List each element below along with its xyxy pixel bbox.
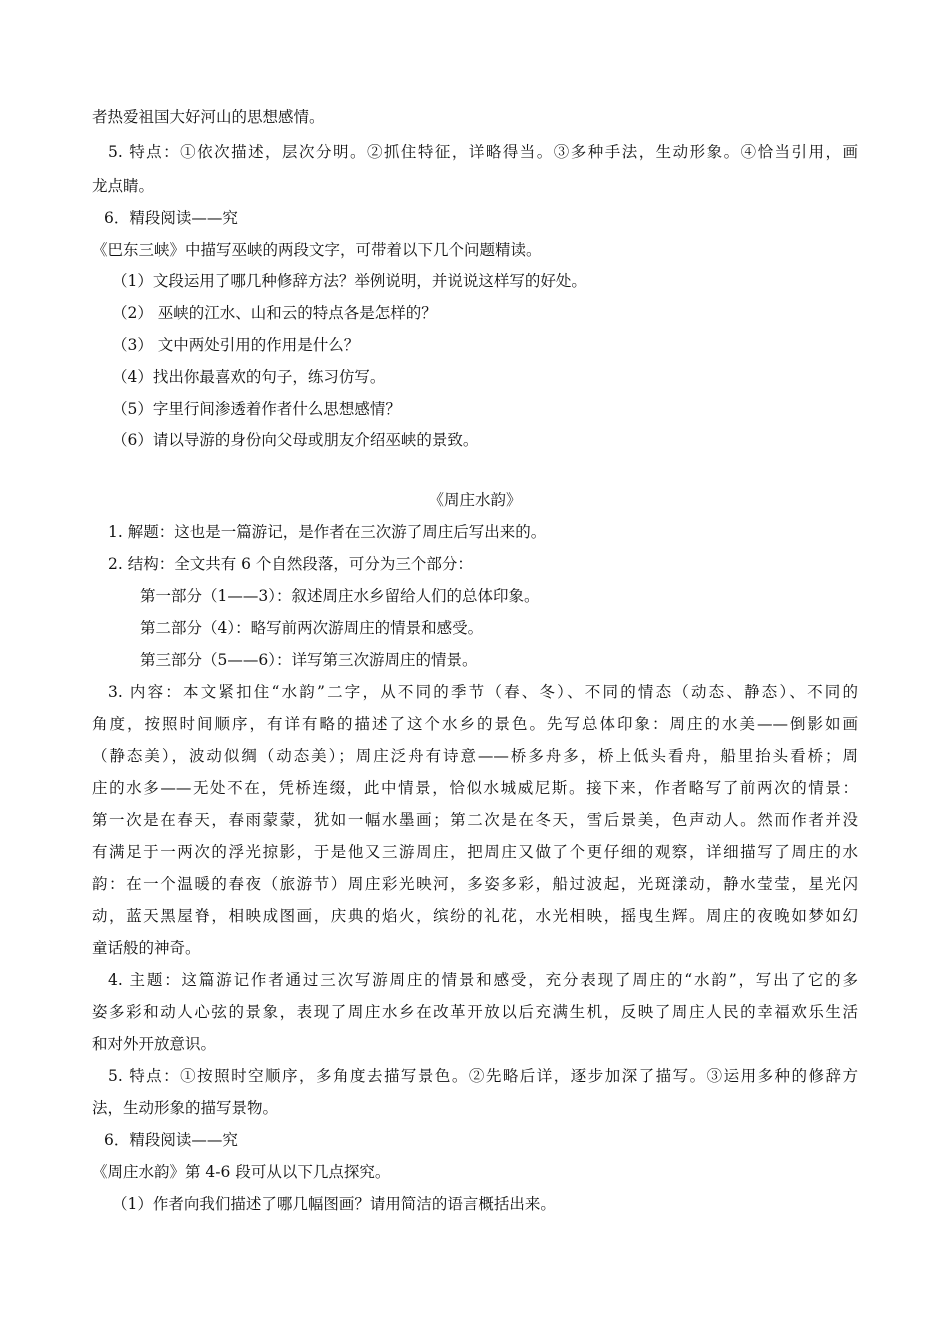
feature-paragraph-line: 龙点睛。 bbox=[92, 177, 155, 195]
question-item: （5）字里行间渗透着作者什么思想感情？ bbox=[112, 400, 401, 418]
content-line: 角度，按照时间顺序，有详有略的描述了这个水乡的景色。先写总体印象：周庄的水美——倒影如画 bbox=[92, 715, 858, 733]
lesson-title: 《周庄水韵》 bbox=[428, 491, 522, 509]
theme-line: 4. 主题：这篇游记作者通过三次写游周庄的情景和感受，充分表现了周庄的“水韵”，写出了它的多 bbox=[108, 971, 858, 989]
structure-part: 第三部分（5——6）：详写第三次游周庄的情景。 bbox=[140, 651, 478, 669]
reading-intro: 《巴东三峡》中描写巫峡的两段文字，可带着以下几个问题精读。 bbox=[92, 241, 542, 259]
content-line: 有满足于一两次的浮光掠影，于是他又三游周庄，把周庄又做了个更仔细的观察，详细描写了周庄的水 bbox=[92, 843, 858, 861]
content-line: 韵：在一个温暖的春夜（旅游节）周庄彩光映河，多姿多彩，船过波起，光斑漾动，静水莹莹，星光闪 bbox=[92, 875, 858, 893]
content-line: 3. 内容：本文紧扣住“水韵”二字，从不同的季节（春、冬）、不同的情态（动态、静态）、不同的 bbox=[108, 683, 858, 701]
content-line: 庄的水多——无处不在，凭桥连缀，此中情景，恰似水城威尼斯。接下来，作者略写了前两次的情景： bbox=[92, 779, 858, 797]
theme-line: 和对外开放意识。 bbox=[92, 1035, 217, 1053]
section-heading: 6．精段阅读——究 bbox=[104, 1131, 238, 1149]
content-line: 童话般的神奇。 bbox=[92, 939, 201, 957]
question-item: （1）文段运用了哪几种修辞方法？举例说明，并说说这样写的好处。 bbox=[112, 272, 587, 290]
question-item: （3） 文中两处引用的作用是什么？ bbox=[112, 336, 360, 354]
question-item: （2） 巫峡的江水、山和云的特点各是怎样的？ bbox=[112, 304, 437, 322]
question-item: （6）请以导游的身份向父母或朋友介绍巫峡的景致。 bbox=[112, 431, 479, 449]
feature-line: 法，生动形象的描写景物。 bbox=[92, 1099, 279, 1117]
reading-intro: 《周庄水韵》第 4-6 段可从以下几点探究。 bbox=[92, 1163, 391, 1181]
question-item: （4）找出你最喜欢的句子，练习仿写。 bbox=[112, 368, 386, 386]
structure-line: 2. 结构：全文共有 6 个自然段落，可分为三个部分： bbox=[108, 555, 473, 573]
feature-paragraph-line: 5. 特点：①依次描述，层次分明。②抓住特征，详略得当。③多种手法，生动形象。④恰当引用，画 bbox=[108, 143, 858, 161]
text-line: 者热爱祖国大好河山的思想感情。 bbox=[92, 108, 325, 126]
content-line: （静态美），波动似绸（动态美）；周庄泛舟有诗意——桥多舟多，桥上低头看舟，船里抬头看桥；周 bbox=[92, 747, 858, 765]
content-line: 动，蓝天黑屋脊，相映成图画，庆典的焰火，缤纷的礼花，水光相映，摇曳生辉。周庄的夜晚如梦如幻 bbox=[92, 907, 858, 925]
structure-part: 第一部分（1——3）：叙述周庄水乡留给人们的总体印象。 bbox=[140, 587, 540, 605]
section-heading: 6．精段阅读——究 bbox=[104, 209, 238, 227]
theme-line: 姿多彩和动人心弦的景象，表现了周庄水乡在改革开放以后充满生机，反映了周庄人民的幸福欢乐生活 bbox=[92, 1003, 858, 1021]
question-item: （1）作者向我们描述了哪几幅图画？请用简洁的语言概括出来。 bbox=[112, 1195, 556, 1213]
structure-part: 第二部分（4）：略写前两次游周庄的情景和感受。 bbox=[140, 619, 484, 637]
content-line: 第一次是在春天，春雨蒙蒙，犹如一幅水墨画；第二次是在冬天，雪后景美，色声动人。然而作者并没 bbox=[92, 811, 858, 829]
feature-line: 5. 特点：①按照时空顺序，多角度去描写景色。②先略后详，逐步加深了描写。③运用多种的修辞方 bbox=[108, 1067, 858, 1085]
explanation-line: 1. 解题：这也是一篇游记，是作者在三次游了周庄后写出来的。 bbox=[108, 523, 547, 541]
